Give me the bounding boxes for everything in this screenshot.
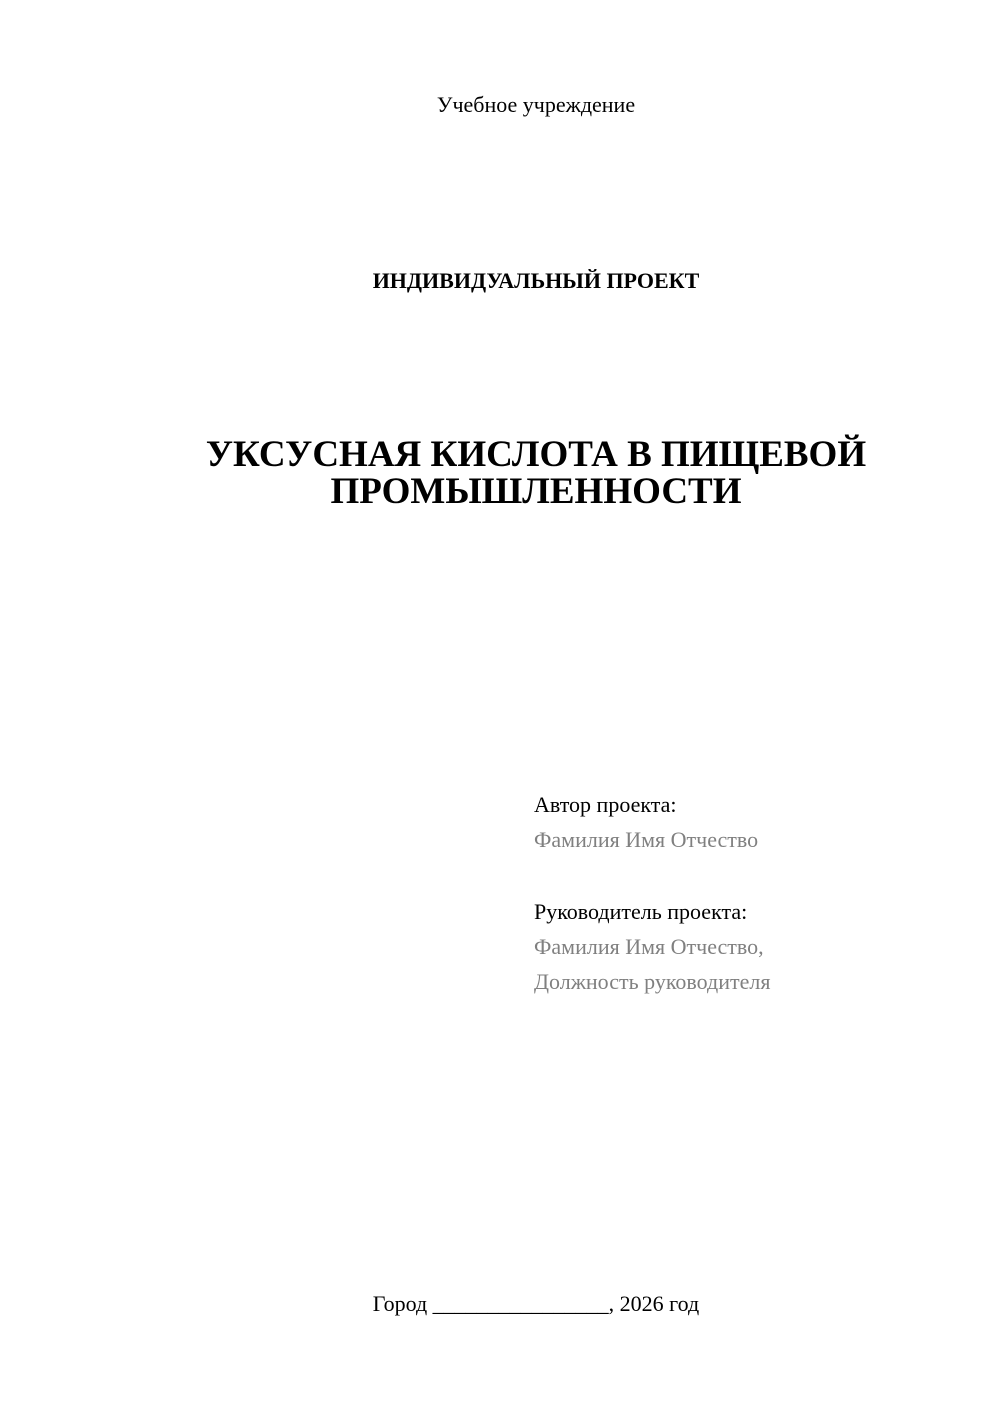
city-blank: ________________ (432, 1291, 609, 1316)
year-text: , 2026 год (608, 1291, 700, 1316)
supervisor-name: Фамилия Имя Отчество, (534, 934, 764, 959)
supervisor-position: Должность руководителя (534, 969, 771, 994)
city-year-line (0, 1290, 1000, 1318)
author-block (534, 787, 758, 857)
project-title-line-1: УКСУСНАЯ КИСЛОТА В ПИЩЕВОЙ (205, 434, 867, 475)
author-name: Фамилия Имя Отчество (534, 827, 759, 852)
supervisor-label: Руководитель проекта: (534, 899, 748, 924)
project-title-line-2: ПРОМЫШЛЕННОСТИ (330, 471, 742, 512)
author-label: Автор проекта: (534, 792, 677, 817)
document-type: ИНДИВИДУАЛЬНЫЙ ПРОЕКТ (372, 268, 700, 293)
project-title (150, 436, 922, 510)
institution-name: Учебное учреждение (436, 92, 636, 117)
supervisor-block (534, 894, 770, 999)
city-label: Город (372, 1291, 428, 1316)
